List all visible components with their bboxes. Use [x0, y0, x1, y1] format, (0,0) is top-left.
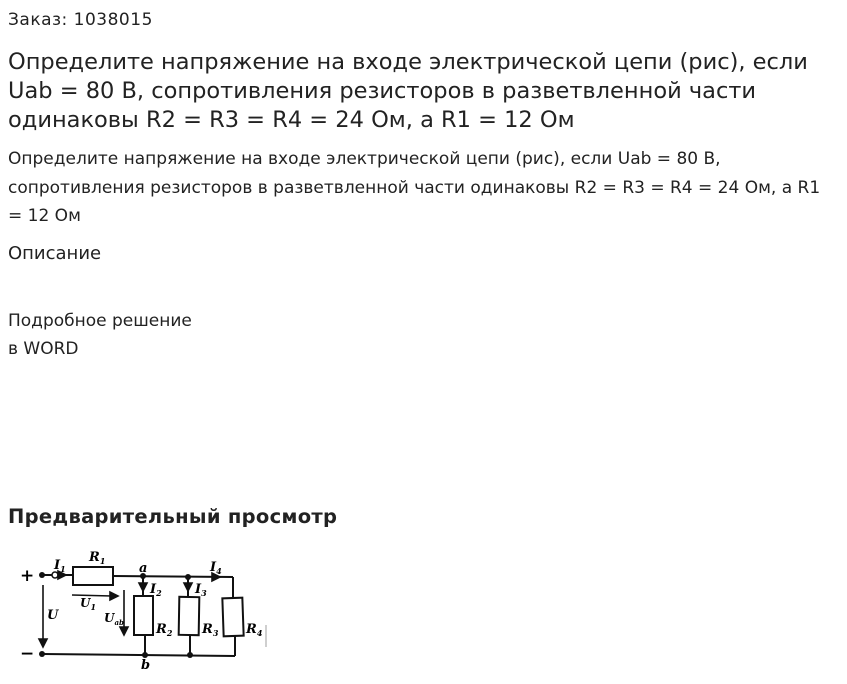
arrow-u1-line: [72, 595, 112, 596]
label-node-a: a: [139, 561, 148, 576]
solution-line-2: в WORD: [8, 339, 79, 359]
label-r2: $R_2$: [156, 622, 173, 638]
resistor-r1: [73, 567, 113, 585]
arrow-u1-head: [110, 592, 118, 600]
solution-note: [8, 307, 192, 363]
label-i3: $I_3$: [195, 582, 207, 598]
label-minus: −: [20, 644, 35, 664]
label-r1: $R_1$: [89, 550, 106, 566]
solution-line-1: Подробное решение: [8, 311, 192, 331]
label-i1: $I_1$: [54, 558, 66, 574]
preview-heading: Предварительный просмотр: [8, 505, 338, 528]
label-node-b: b: [141, 658, 151, 673]
terminal-plus: [39, 572, 45, 578]
preview-circuit-image: [14, 545, 274, 675]
label-i4: $I_4$: [210, 560, 222, 576]
arrow-uab-head: [120, 627, 128, 635]
label-i2: $I_2$: [150, 582, 162, 598]
label-u1: $U_1$: [80, 596, 97, 612]
description-section-label: Описание: [8, 243, 102, 264]
label-u: U: [47, 608, 59, 623]
label-r4: $R_4$: [246, 622, 263, 638]
node-r3-bottom: [187, 652, 193, 658]
page-title: Определите напряжение на входе электрической цепи (рис), если Uab = 80 В, сопротивления резисторов в разветвленной части одинаковы R2 = R3 = R4 = 24 Ом, а R1 = 12 Ом: [8, 49, 808, 133]
label-r3: $R_3$: [202, 622, 219, 638]
arrow-i3-head: [184, 583, 192, 591]
description-text: Определите напряжение на входе электрической цепи (рис), если Uab = 80 В, сопротивления резисторов в разветвленной части одинаковы R2 = R3 = R4 = 24 Ом, а R1 = 12 Ом: [8, 149, 821, 226]
wire-bottom: [43, 654, 235, 656]
circuit-diagram: [14, 545, 274, 675]
arrow-i2-head: [139, 583, 147, 591]
label-plus: +: [20, 566, 35, 586]
arrow-u-head: [39, 639, 47, 647]
resistor-r3: [179, 597, 200, 635]
node-r3-top: [185, 574, 191, 580]
terminal-minus: [39, 651, 45, 657]
label-uab: $U_{ab}$: [104, 611, 124, 627]
order-number: Заказ: 1038015: [8, 10, 153, 30]
resistor-r2: [134, 596, 153, 635]
resistor-r4: [222, 598, 243, 637]
